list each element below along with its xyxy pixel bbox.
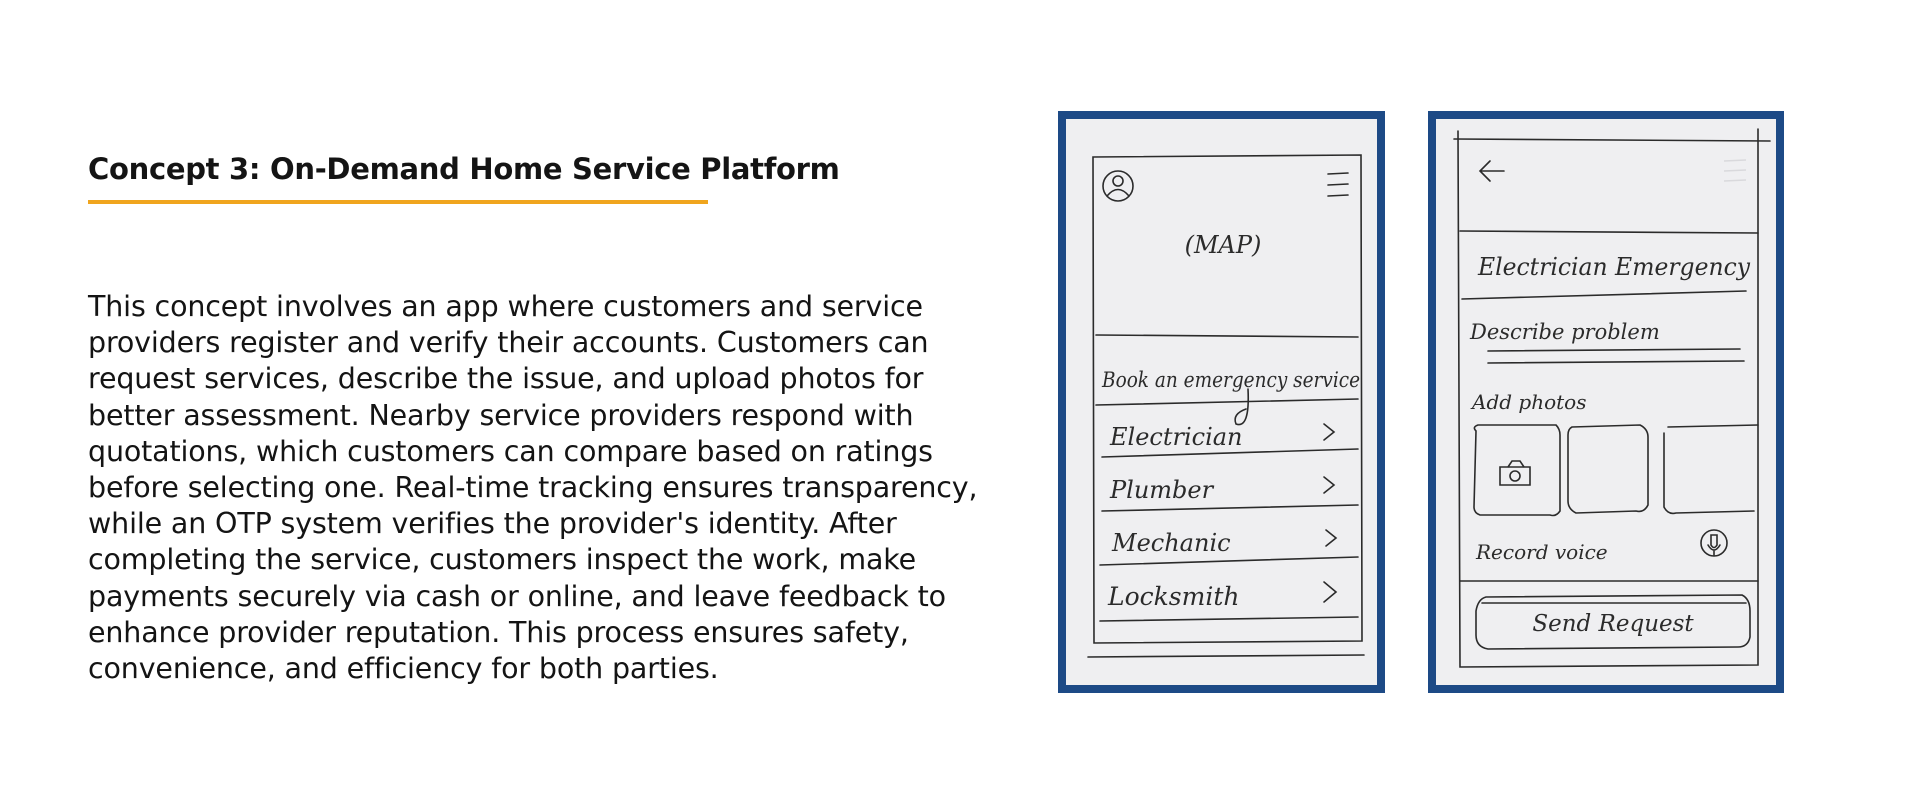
- description-line: payments securely via cash or online, and leave feedback to: [88, 579, 946, 613]
- title-underline: [88, 200, 708, 204]
- phone-outline: [1093, 155, 1362, 643]
- wireframe-sketch-service-list: [1058, 111, 1385, 693]
- description-line: providers register and verify their accounts. Customers can: [88, 326, 929, 360]
- description-line: while an OTP system verifies the provider's identity. After: [88, 507, 897, 541]
- record-voice-label: Record voice: [1476, 540, 1608, 564]
- photo-slot-add[interactable]: [1474, 425, 1560, 516]
- description-line: request services, describe the issue, and upload photos for: [88, 362, 924, 396]
- description-line: before selecting one. Real-time tracking ensures transparency,: [88, 471, 978, 505]
- chevron-right-icon: [1326, 530, 1336, 546]
- chevron-right-icon: [1324, 477, 1334, 493]
- description-line: enhance provider reputation. This process ensures safety,: [88, 615, 909, 649]
- service-item-mechanic[interactable]: [1100, 529, 1358, 565]
- description-line: convenience, and efficiency for both parties.: [88, 652, 719, 686]
- service-item-plumber[interactable]: [1102, 476, 1358, 511]
- add-photos-label: Add photos: [1472, 390, 1587, 414]
- map-divider: [1096, 335, 1358, 337]
- description-line: completing the service, customers inspect the work, make: [88, 543, 916, 577]
- camera-icon: [1500, 461, 1530, 485]
- service-label: Mechanic: [1112, 529, 1231, 557]
- section-label: Book an emergency service: [1101, 368, 1360, 392]
- screen-heading: Electrician Emergency: [1477, 253, 1751, 281]
- description-line: This concept involves an app where customers and service: [88, 290, 923, 323]
- service-label: Electrician: [1110, 423, 1243, 451]
- back-arrow-icon[interactable]: [1480, 161, 1504, 181]
- chevron-right-icon: [1324, 424, 1334, 440]
- describe-problem-label: Describe problem: [1470, 320, 1660, 344]
- hamburger-menu-icon[interactable]: [1724, 160, 1746, 181]
- send-request-button[interactable]: [1476, 595, 1750, 649]
- slide-title: Concept 3: On-Demand Home Service Platform: [88, 152, 840, 186]
- photo-slot[interactable]: [1568, 425, 1648, 513]
- concept-description: [88, 289, 988, 687]
- wireframe-sketch-request-form: [1428, 111, 1784, 693]
- map-placeholder-label: (MAP): [1184, 231, 1262, 259]
- send-request-label: Send Request: [1532, 611, 1694, 637]
- record-voice-control[interactable]: [1475, 530, 1727, 564]
- describe-problem-field[interactable]: [1469, 320, 1744, 363]
- hamburger-menu-icon[interactable]: [1328, 173, 1348, 196]
- profile-icon[interactable]: [1103, 171, 1133, 201]
- service-item-electrician[interactable]: [1102, 423, 1358, 457]
- description-line: better assessment. Nearby service providers respond with: [88, 398, 914, 432]
- service-label: Plumber: [1110, 476, 1214, 504]
- microphone-icon[interactable]: [1701, 530, 1727, 556]
- description-line: quotations, which customers can compare based on ratings: [88, 434, 933, 468]
- service-label: Locksmith: [1108, 582, 1240, 611]
- service-item-locksmith[interactable]: [1100, 582, 1358, 621]
- chevron-right-icon: [1324, 582, 1336, 602]
- photo-slot[interactable]: [1664, 425, 1758, 513]
